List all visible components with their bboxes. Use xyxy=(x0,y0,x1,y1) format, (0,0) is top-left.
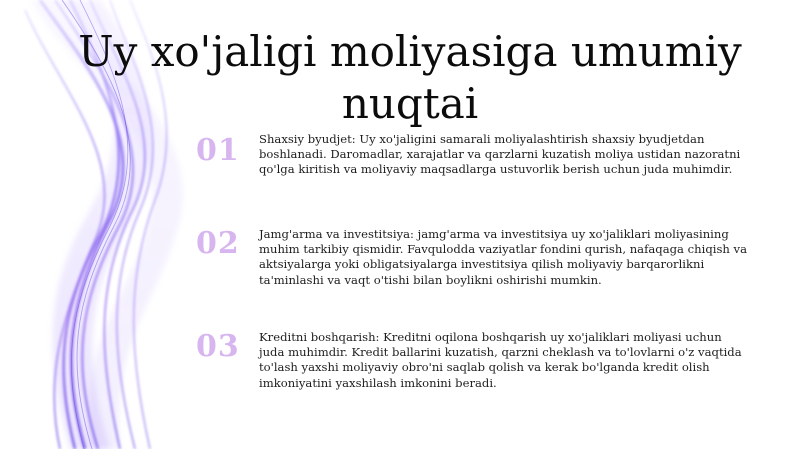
item-text: Kreditni boshqarish: Kreditni oqilona boshqarish uy xo'jaliklari moliyasi uchun juda muhimdir. Kredit ballarini kuzatish, qarzni cheklash va to'lovlarni o'z vaqtida to'lash yaxshi moliyaviy obro'ni saqlab qolish va kerak bo'lganda kredit olish imkoniyatini yaxshilash imkonini beradi. xyxy=(259,330,742,390)
item-text: Shaxsiy byudjet: Uy xo'jaligini samarali moliyalashtirish shaxsiy byudjetdan boshlanadi. Daromadlar, xarajatlar va qarzlarni kuzatish moliya ustidan nazoratni qo'lga kiritish va moliyaviy maqsadlarga ustuvorlik berish uchun juda muhimdir. xyxy=(259,132,741,177)
item-number: 01 xyxy=(196,133,240,168)
item-number: 02 xyxy=(196,226,240,261)
item-text: Jamg'arma va investitsiya: jamg'arma va investitsiya uy xo'jaliklari moliyasining muhim tarkibiy qismidir. Favqulodda vaziyatlar fondini qurish, nafaqaga chiqish va aktsiyalarga yoki obligatsiyalarga investitsiya qilish moliyaviy barqarorlikni ta'minlashi va vaqt o'tishi bilan boylikni oshirishi mumkin. xyxy=(259,227,748,287)
item-number: 03 xyxy=(196,329,240,364)
slide-title: Uy xo'jaligi moliyasiga umumiy nuqtai xyxy=(78,27,742,128)
